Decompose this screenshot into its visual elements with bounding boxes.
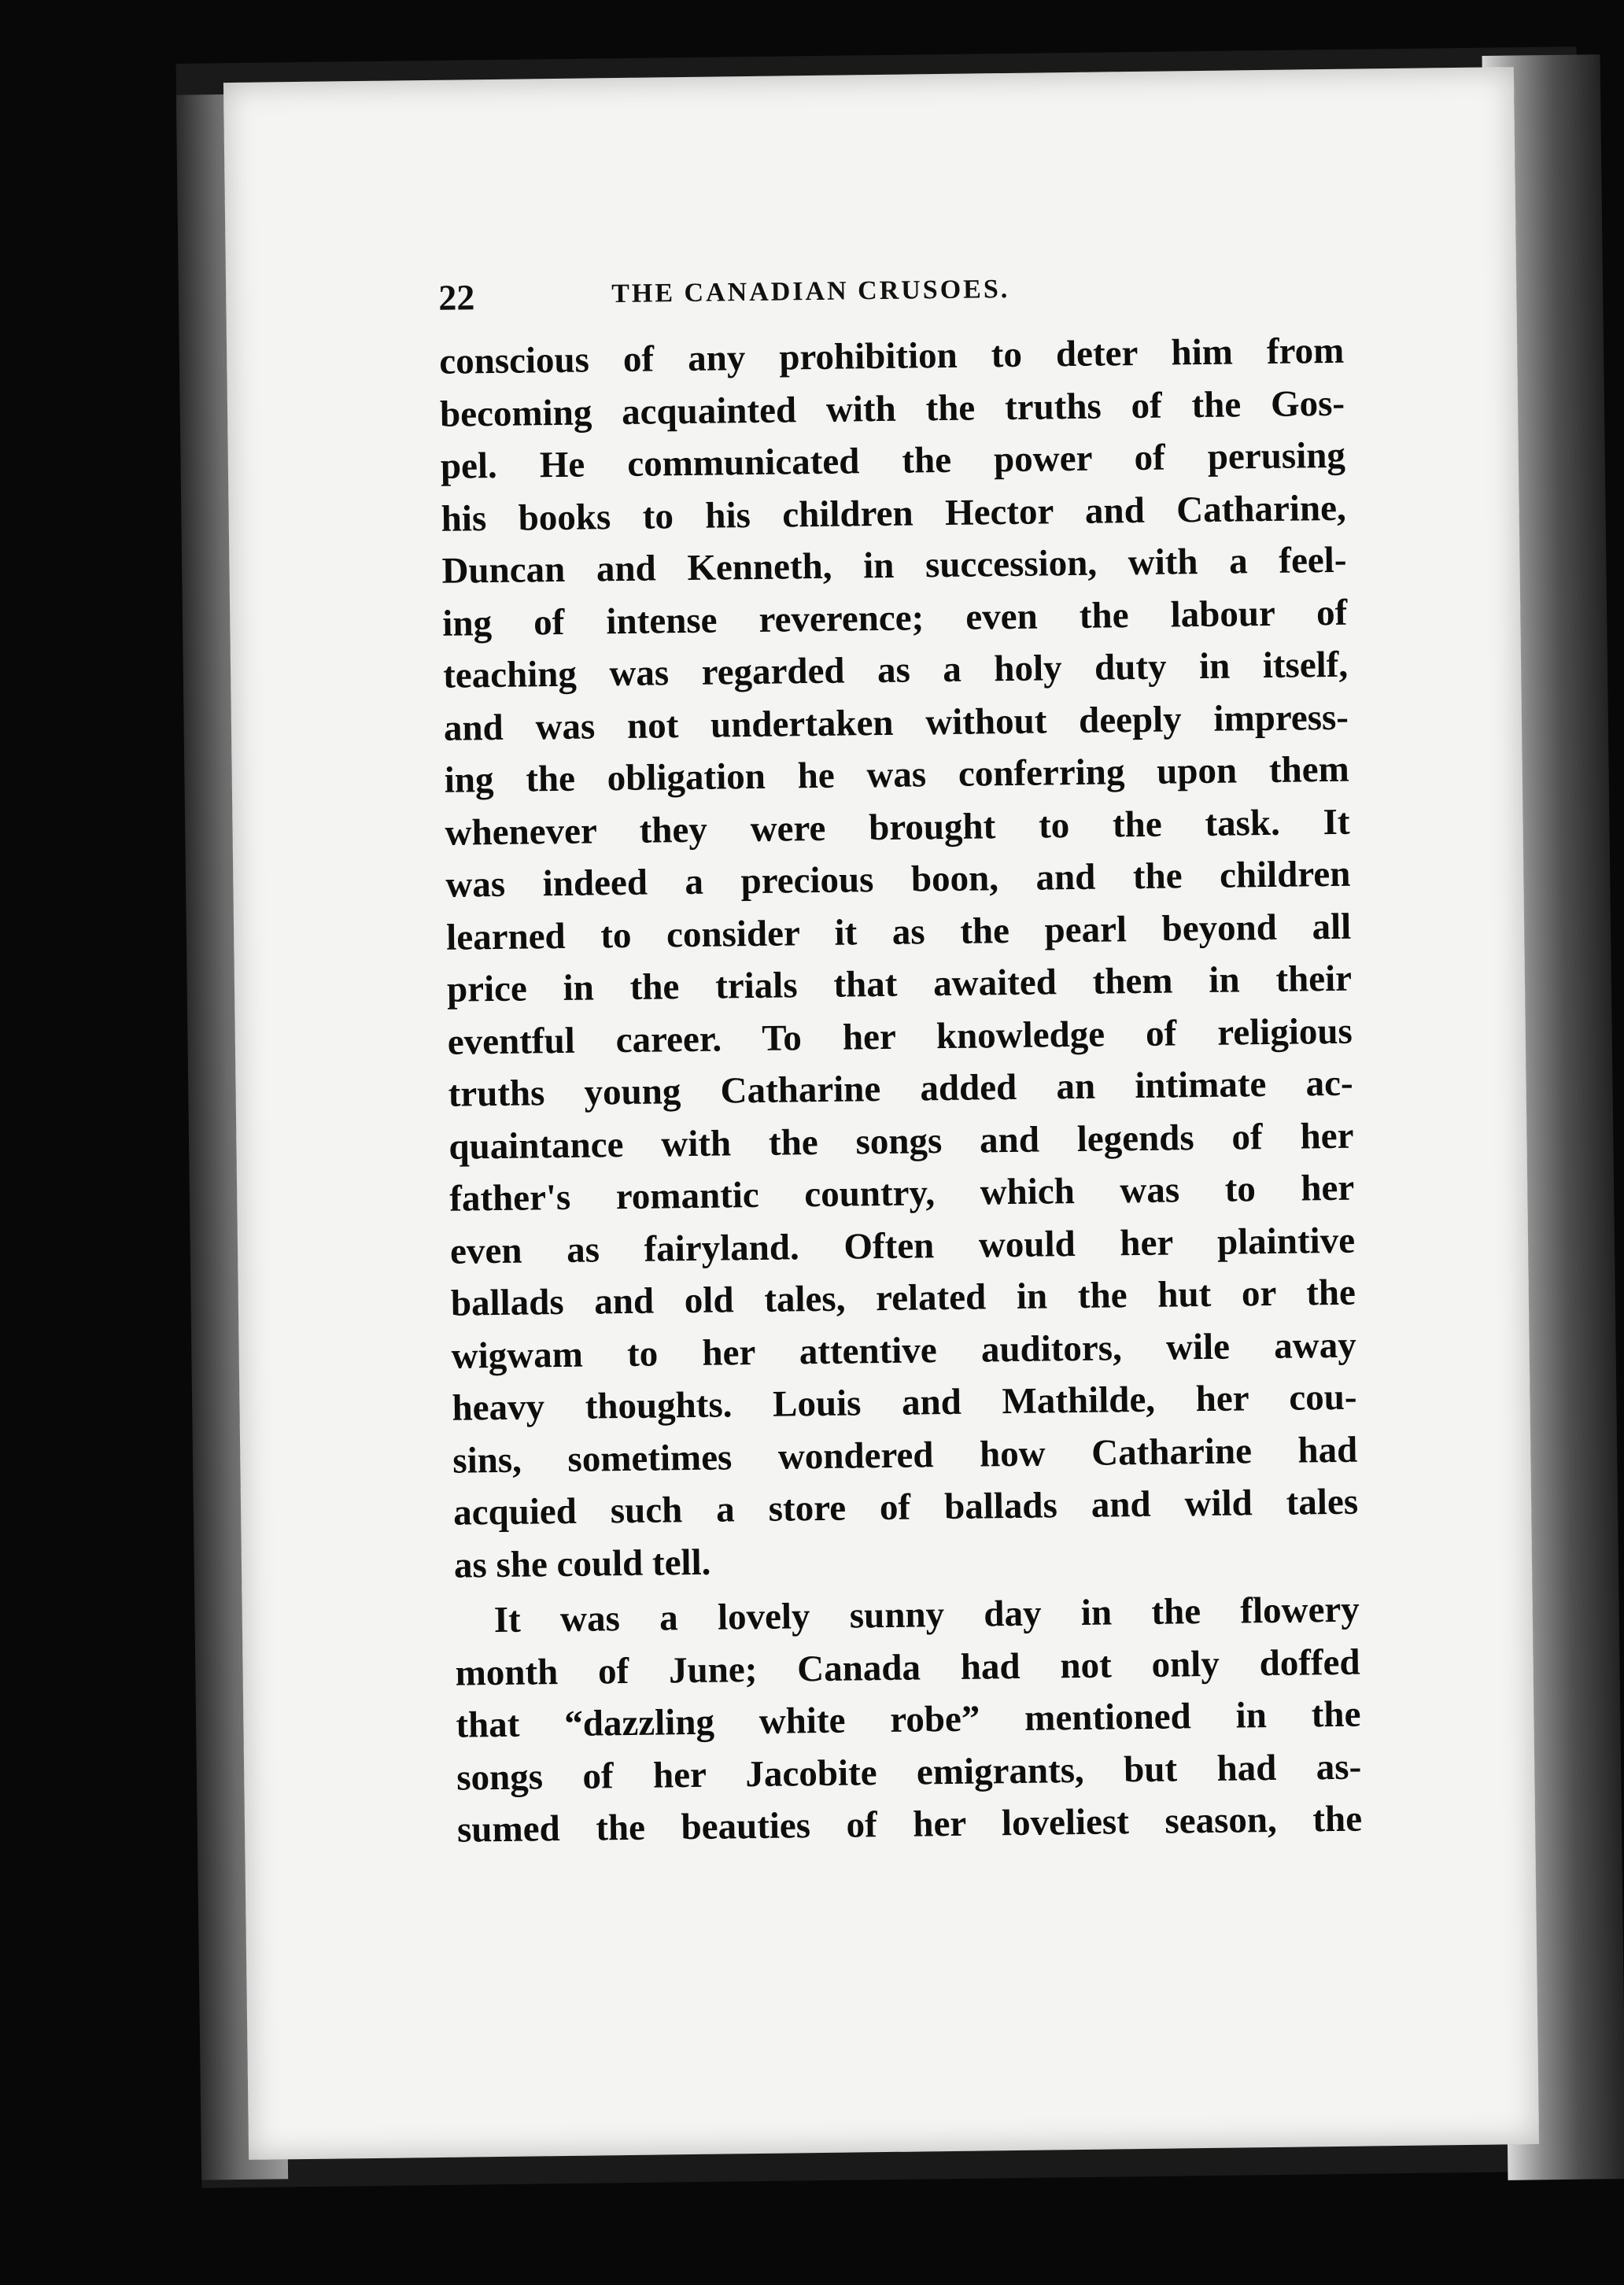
text-line: ing the obligation he was conferring upon them — [444, 748, 1350, 801]
text-line: quaintance with the songs and legends of her — [448, 1115, 1354, 1168]
paragraph-2 — [454, 1584, 1362, 1857]
text-line: ballads and old tales, related in the hut or the — [450, 1272, 1356, 1324]
text-line: songs of her Jacobite emigrants, but had as- — [456, 1746, 1362, 1799]
text-line: whenever they were brought to the task. It — [445, 801, 1350, 854]
text-line: that “dazzling white robe” mentioned in the — [456, 1693, 1361, 1746]
text-line: acquied such a store of ballads and wild tales — [452, 1481, 1359, 1534]
text-line: becoming acquainted with the truths of the Gos- — [439, 382, 1345, 435]
paragraph-1 — [439, 325, 1359, 1592]
text-line: as she could tell. — [453, 1541, 711, 1586]
text-line: father's romantic country, which was to her — [448, 1167, 1355, 1220]
text-line: It was a lovely sunny day in the flowery — [493, 1589, 1360, 1641]
running-head: THE CANADIAN CRUSOES. — [611, 274, 1010, 309]
body-text — [439, 325, 1363, 1856]
text-line: ing of intense reverence; even the labour of — [442, 592, 1348, 644]
text-line: even as fairyland. Often would her plaintive — [449, 1220, 1356, 1272]
text-line: learned to consider it as the pearl beyond all — [445, 906, 1352, 958]
text-line: pel. He communicated the power of perusing — [440, 434, 1346, 487]
text-line: was indeed a precious boon, and the children — [445, 853, 1351, 906]
text-line: sumed the beauties of her loveliest season, the — [456, 1798, 1363, 1851]
text-line: price in the trials that awaited them in their — [446, 958, 1353, 1010]
text-line: wigwam to her attentive auditors, wile away — [451, 1324, 1356, 1377]
text-line: his books to his children Hector and Catharine, — [441, 487, 1346, 540]
text-line: month of June; Canada had not only doffed — [455, 1641, 1360, 1694]
text-line: truths young Catharine added an intimate ac- — [448, 1062, 1353, 1115]
book-page — [223, 67, 1539, 2160]
text-line: conscious of any prohibition to deter him from — [438, 330, 1345, 382]
text-line: Duncan and Kenneth, in succession, with a feel- — [441, 539, 1347, 592]
text-line: and was not undertaken without deeply impress- — [443, 696, 1349, 749]
text-line: sins, sometimes wondered how Catharine had — [452, 1429, 1358, 1482]
text-line: eventful career. To her knowledge of religious — [447, 1010, 1353, 1063]
text-line: heavy thoughts. Louis and Mathilde, her cou- — [452, 1376, 1357, 1429]
page-number: 22 — [437, 277, 475, 318]
text-line: teaching was regarded as a holy duty in itself, — [442, 644, 1349, 696]
